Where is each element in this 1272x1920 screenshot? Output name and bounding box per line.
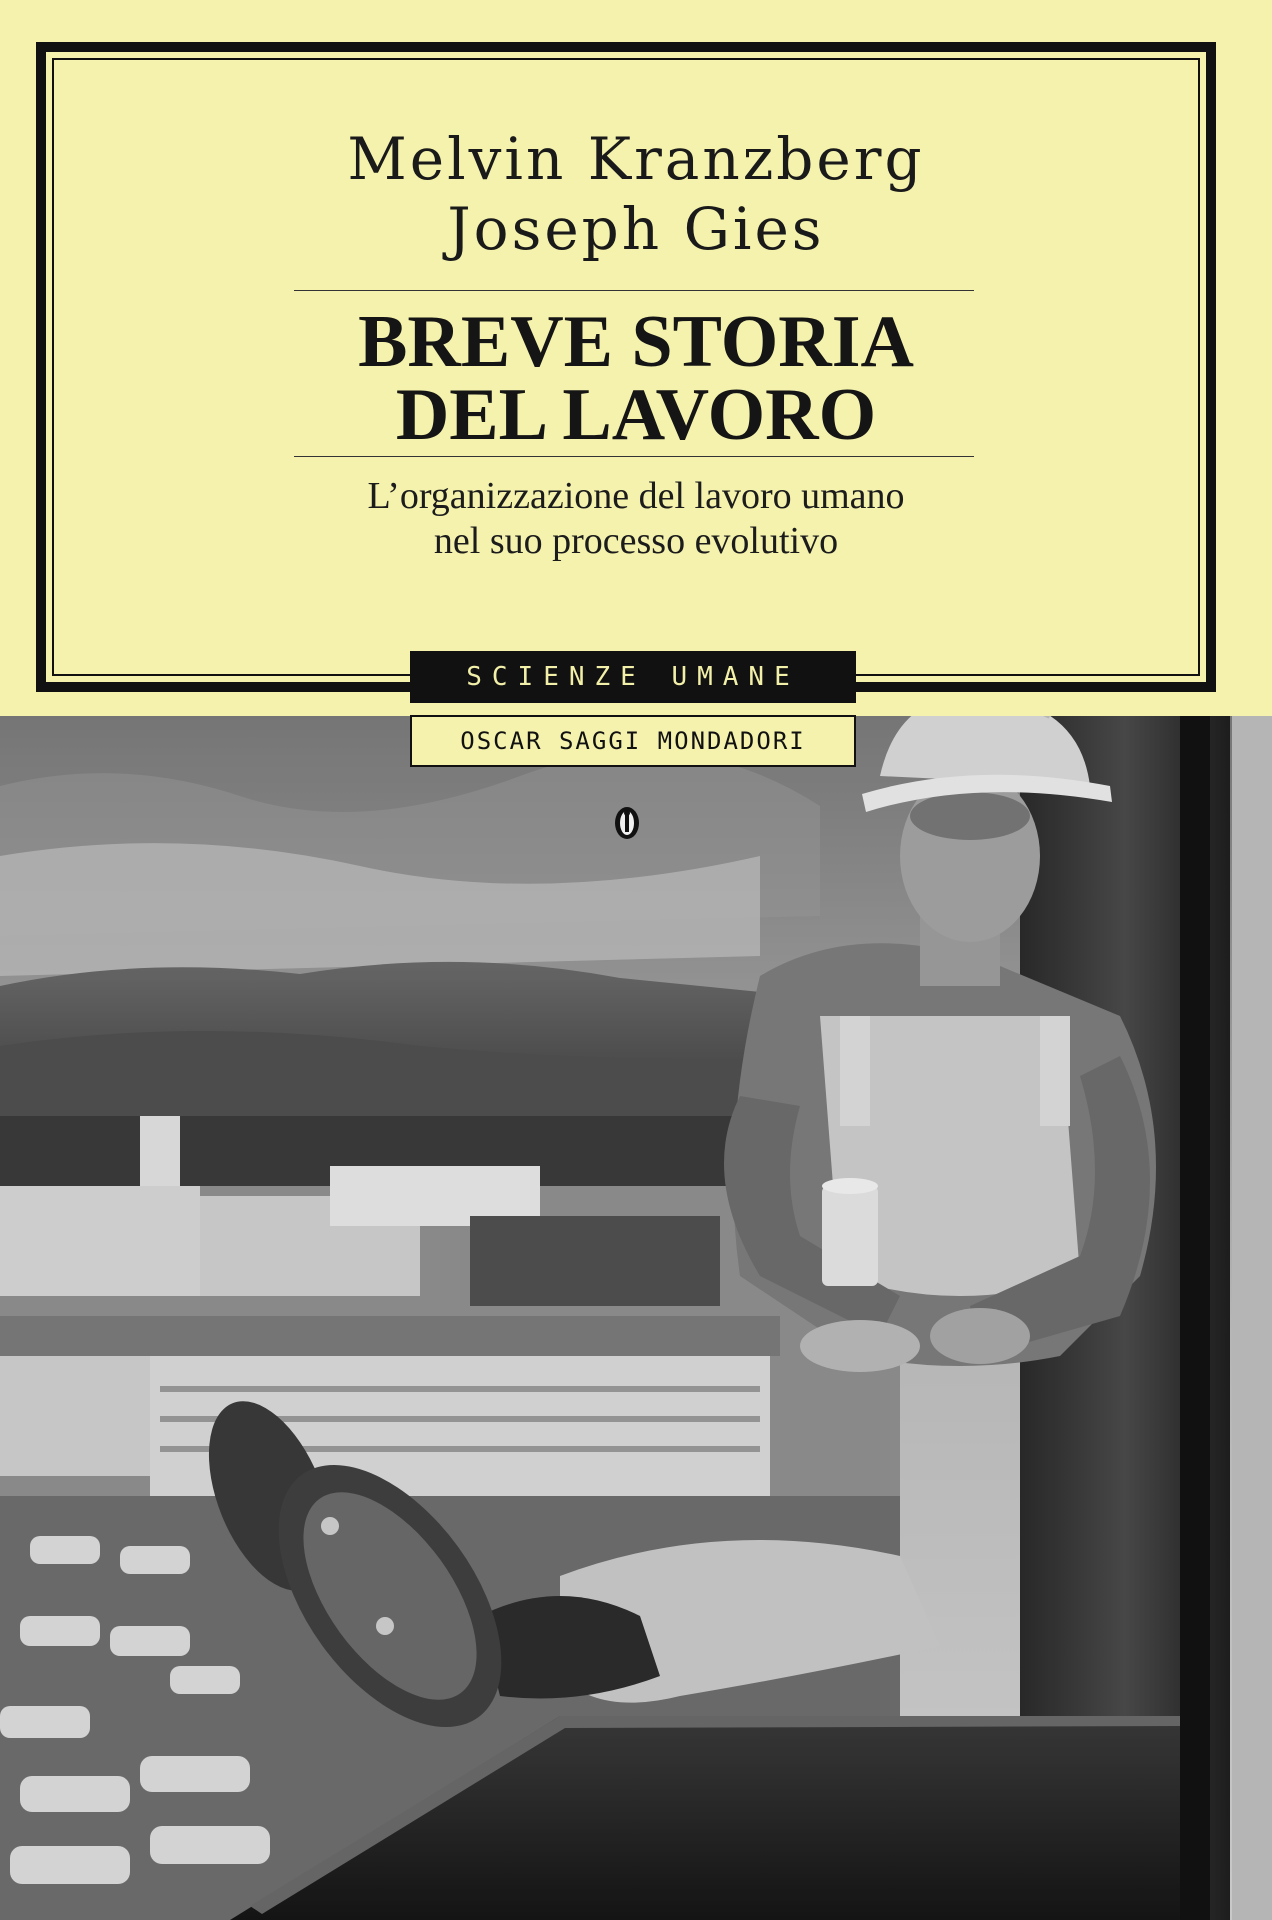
- divider-bottom: [294, 456, 974, 457]
- publisher-label: OSCAR SAGGI MONDADORI: [410, 715, 856, 767]
- author-1: Melvin Kranzberg: [347, 125, 925, 193]
- oscar-mondadori-logo-icon: [614, 806, 640, 840]
- construction-worker-photo: [0, 716, 1272, 1920]
- title-line-1: BREVE STORIA: [358, 301, 914, 383]
- cover-photograph: [0, 716, 1272, 1920]
- series-label: SCIENZE UMANE: [410, 651, 856, 703]
- title-line-2: DEL LAVORO: [395, 374, 877, 456]
- author-2: Joseph Gies: [447, 195, 825, 263]
- subtitle-line-2: nel suo processo evolutivo: [433, 520, 839, 562]
- subtitle-line-1: L’organizzazione del lavoro umano: [367, 475, 905, 517]
- divider-top: [294, 290, 974, 291]
